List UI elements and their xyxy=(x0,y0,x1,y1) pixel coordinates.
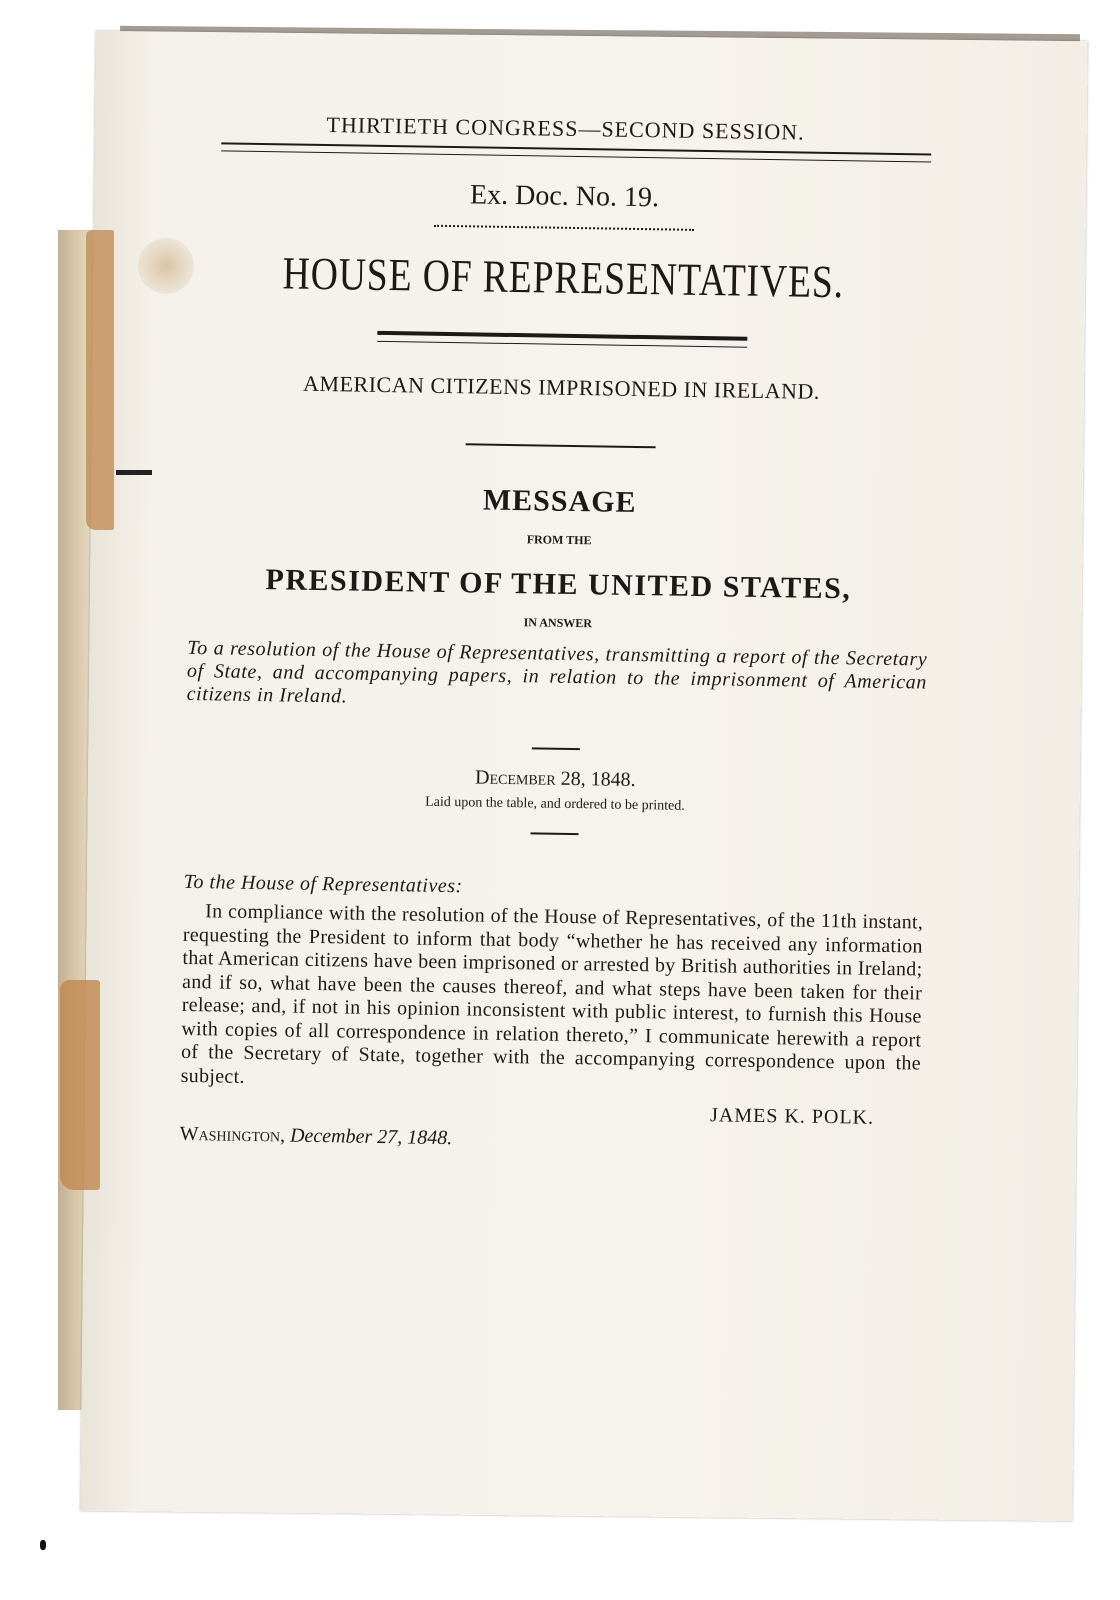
subject-rule xyxy=(466,443,656,448)
in-answer-label: IN ANSWER xyxy=(523,615,593,631)
subject-heading: AMERICAN CITIZENS IMPRISONED IN IRELAND. xyxy=(302,370,821,404)
date-rule xyxy=(532,747,580,750)
signature: JAMES K. POLK. xyxy=(709,1104,875,1129)
ordered-note: Laid upon the table, and ordered to be printed. xyxy=(425,794,685,814)
ornamental-rule xyxy=(434,221,694,231)
torn-edge-upper xyxy=(86,230,114,530)
document-date: December 28, 1848. xyxy=(474,766,636,791)
document-content xyxy=(180,100,936,1157)
ink-speck xyxy=(40,1540,46,1550)
from-the-label: FROM THE xyxy=(526,532,592,548)
message-body: In compliance with the resolution of the House of Representatives, of the 11th instant, requesting the President to inform that body “whether he has received any information that American citizens have been imprisoned or arrested by British authorities in Ireland; and if so, what have been the causes thereof, and what steps have been taken for their release; and, if not in his opinion inconsistent with public interest, to furnish this House with copies of all correspondence in relation thereto,” I communicate herewith a report of the Secretary of State, together with the accompanying correspondence upon the subject. xyxy=(180,900,924,1088)
place-date: December 27, 1848. xyxy=(289,1124,453,1150)
foxing-stain xyxy=(138,238,194,294)
chamber-title: HOUSE OF REPRESENTATIVES. xyxy=(282,247,845,308)
title-rule xyxy=(377,331,747,348)
doc-number: Ex. Doc. No. 19. xyxy=(469,179,660,214)
section-rule xyxy=(531,832,579,835)
session-header: THIRTIETH CONGRESS—SECOND SESSION. xyxy=(326,112,805,145)
salutation: To the House of Representatives: xyxy=(183,870,463,898)
torn-edge-lower xyxy=(60,980,100,1190)
place-name: Washington, xyxy=(179,1122,286,1147)
president-heading: PRESIDENT OF THE UNITED STATES, xyxy=(265,563,852,606)
binding-staple xyxy=(116,470,152,475)
resolution-text: To a resolution of the House of Representatives, transmitting a report of the Secretary of State, and accompanying papers, in relation to the imprisonment of American citizens in Ireland. xyxy=(186,636,928,708)
message-heading: MESSAGE xyxy=(482,483,637,519)
